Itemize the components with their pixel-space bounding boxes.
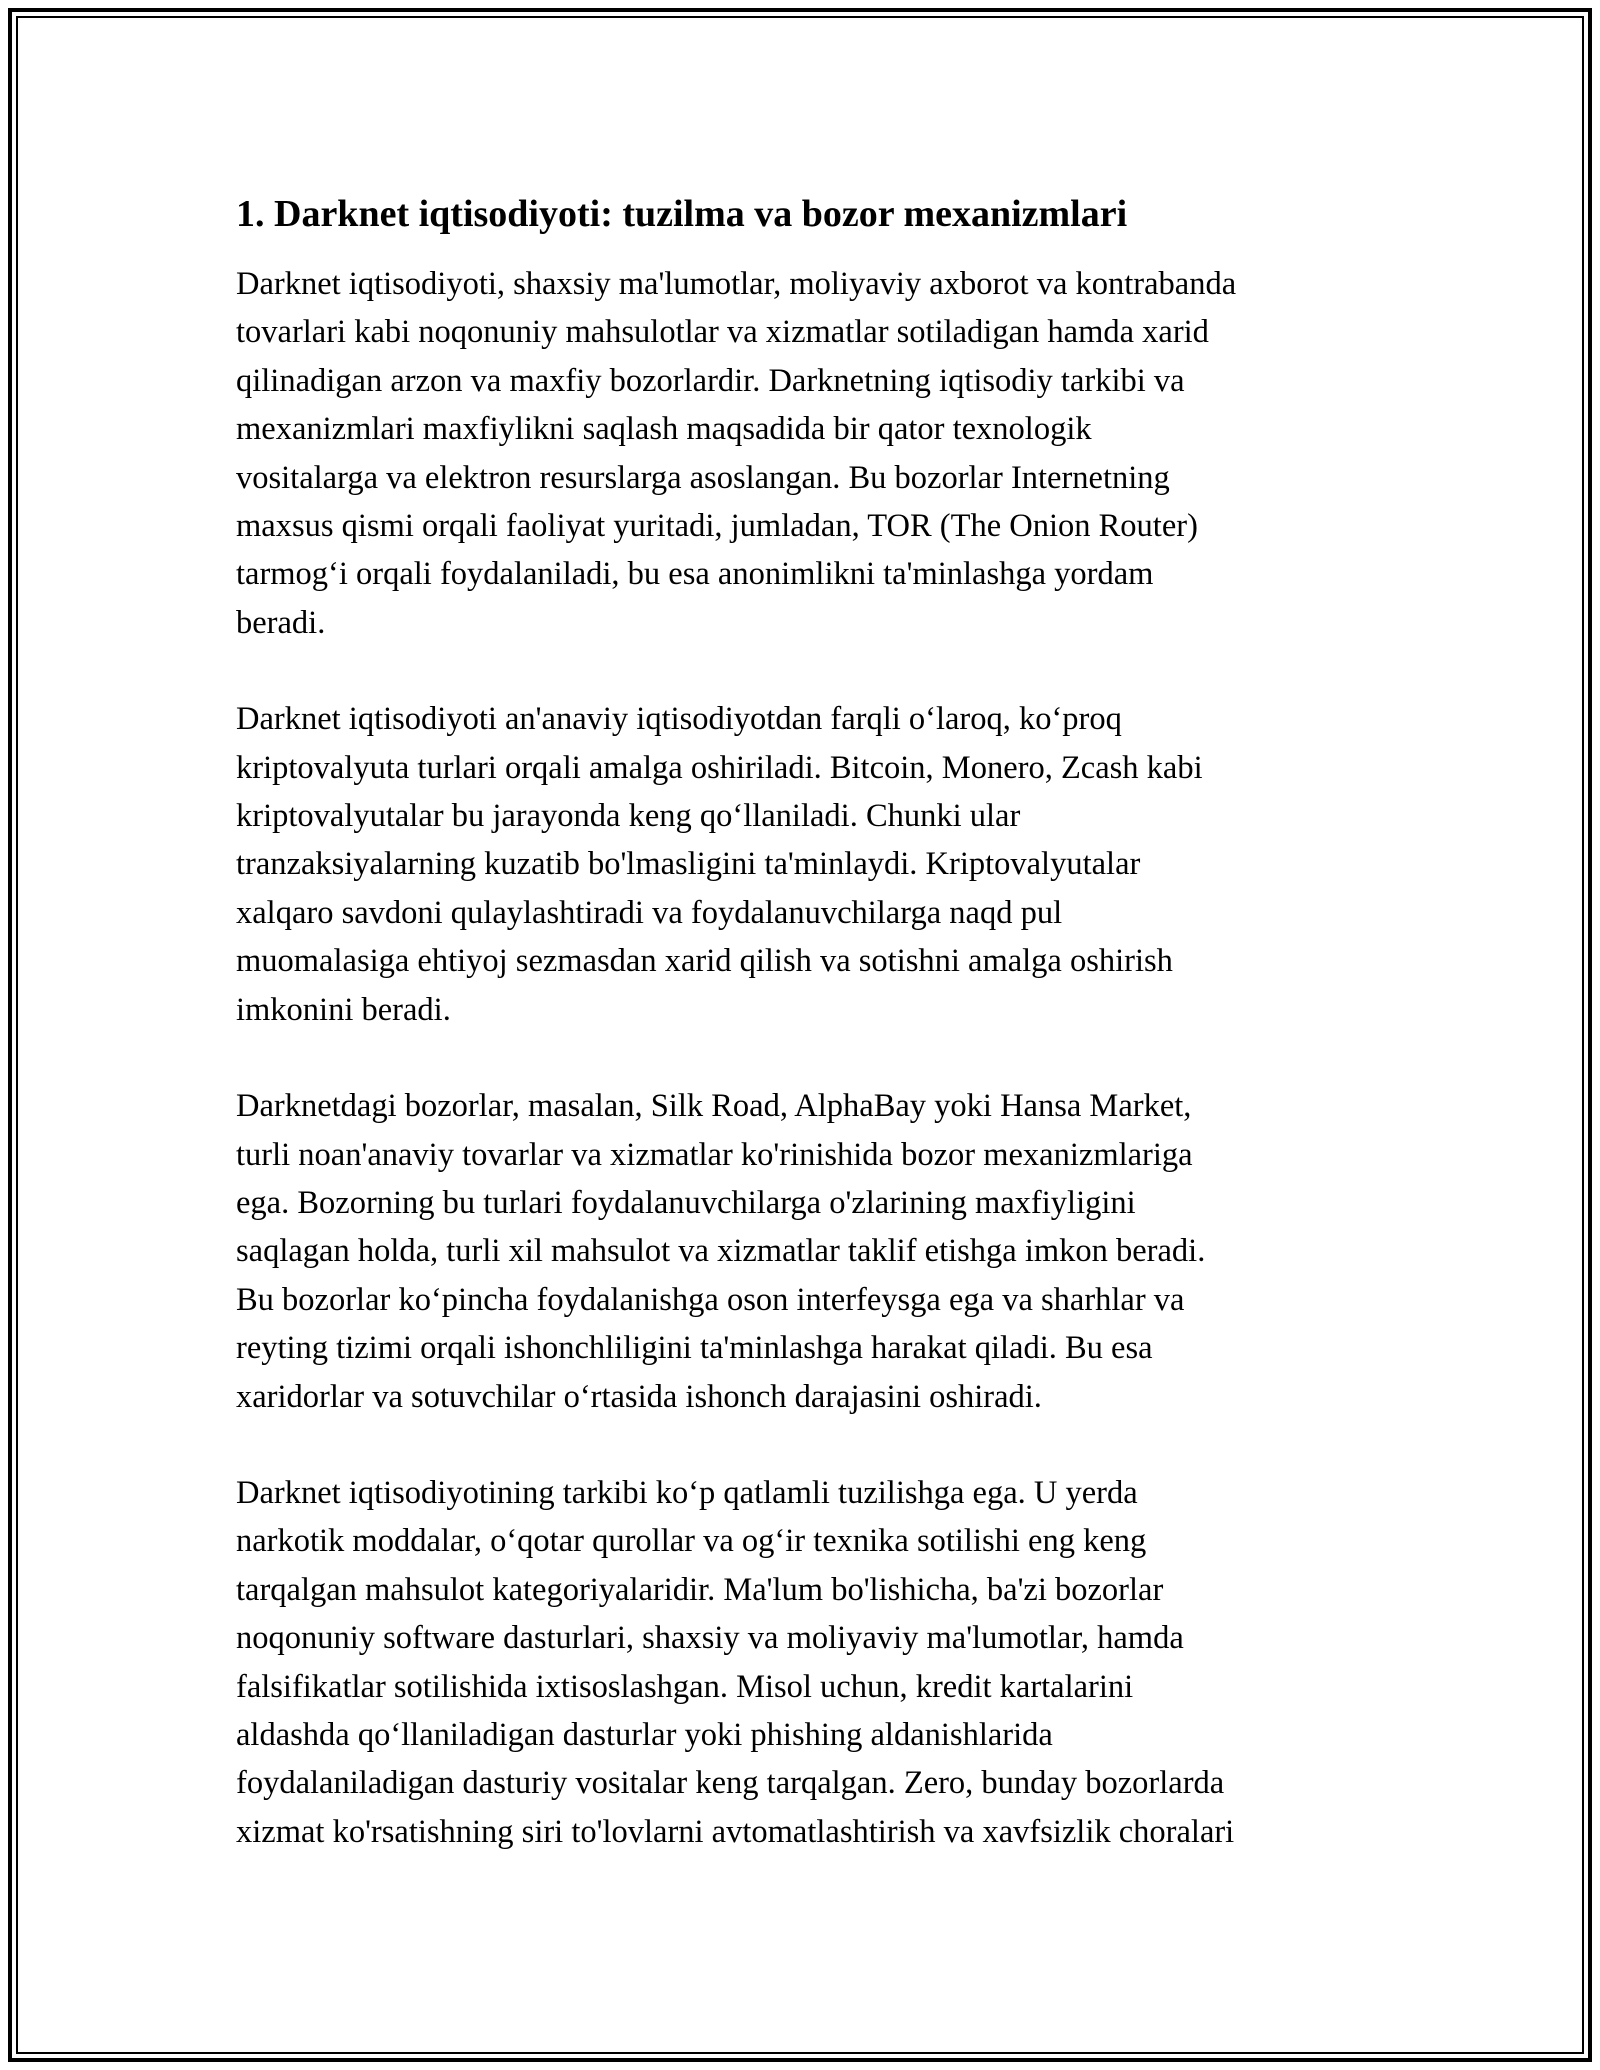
paragraph-1: Darknet iqtisodiyoti, shaxsiy ma'lumotlar, moliyaviy axborot va kontrabanda tovarlari kabi noqonuniy mahsulotlar va xizmatlar sotiladigan hamda xarid qilinadigan arzon va maxfiy bozorlardir. Darknetning iqtisodiy tarkibi va mexanizmlari maxfiylikni saqlash maqsadida bir qator texnologik vositalarga va elektron resurslarga asoslangan. Bu bozorlar Internetning maxsus qismi orqali faoliyat yuritadi, jumladan, TOR (The Onion Router) tarmog‘i orqali foydalaniladi, bu esa anonimlikni ta'minlashga yordam beradi. [236,266,1237,641]
paragraph-3: Darknetdagi bozorlar, masalan, Silk Road, AlphaBay yoki Hansa Market, turli noan'anaviy tovarlar va xizmatlar ko'rinishida bozor mexanizmlariga ega. Bozorning bu turlari foydalanuvchilarga o'zlarining maxfiyligini saqlagan holda, turli xil mahsulot va xizmatlar taklif etishga imkon beradi. Bu bozorlar ko‘pincha foydalanishga oson interfeysga ega va sharhlar va reyting tizimi orqali ishonchliligini ta'minlashga harakat qiladi. Bu esa xaridorlar va sotuvchilar o‘rtasida ishonch darajasini oshiradi. [236,1088,1206,1415]
section-heading: 1. Darknet iqtisodiyoti: tuzilma va bozor mexanizmlari [236,193,1128,235]
document-body [236,190,1376,1904]
paragraph-2: Darknet iqtisodiyoti an'anaviy iqtisodiyotdan farqli o‘laroq, ko‘proq kriptovalyuta turlari orqali amalga oshiriladi. Bitcoin, Monero, Zcash kabi kriptovalyutalar bu jarayonda keng qo‘llaniladi. Chunki ular tranzaksiyalarning kuzatib bo'lmasligini ta'minlaydi. Kriptovalyutalar xalqaro savdoni qulaylashtiradi va foydalanuvchilarga naqd pul muomalasiga ehtiyoj sezmasdan xarid qilish va sotishni amalga oshirish imkonini beradi. [236,701,1203,1028]
paragraph-4: Darknet iqtisodiyotining tarkibi ko‘p qatlamli tuzilishga ega. U yerda narkotik moddalar, o‘qotar qurollar va og‘ir texnika sotilishi eng keng tarqalgan mahsulot kategoriyalaridir. Ma'lum bo'lishicha, ba'zi bozorlar noqonuniy software dasturlari, shaxsiy va moliyaviy ma'lumotlar, hamda falsifikatlar sotilishida ixtisoslashgan. Misol uchun, kredit kartalarini aldashda qo‘llaniladigan dasturlar yoki phishing aldanishlarida foydalaniladigan dasturiy vositalar keng tarqalgan. Zero, bunday bozorlarda xizmat ko'rsatishning siri to'lovlarni avtomatlashtirish va xavfsizlik choralari [236,1474,1235,1850]
